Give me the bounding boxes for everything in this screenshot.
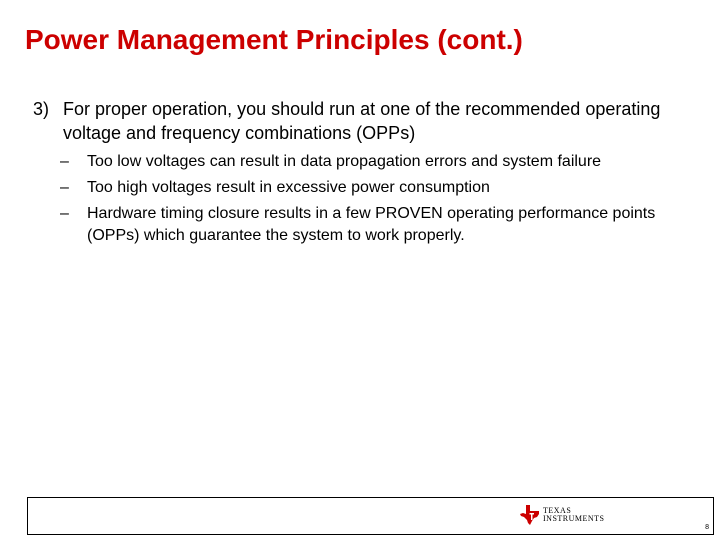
logo-wordmark	[543, 507, 605, 523]
logo-line-1: TEXAS	[543, 506, 572, 515]
slide-body	[33, 97, 693, 247]
sub-point-list	[33, 149, 693, 247]
page-number: 8	[705, 524, 709, 531]
sub-point	[60, 201, 693, 247]
main-point-text: For proper operation, you should run at one of the recommended operating voltage and frequency combinations (OPPs)	[63, 99, 661, 143]
texas-state-icon	[520, 505, 540, 525]
main-point-number: 3)	[33, 99, 50, 119]
dash-bullet: –	[60, 153, 69, 170]
dash-bullet: –	[60, 179, 69, 196]
sub-point	[60, 175, 693, 201]
logo-line-2: INSTRUMENTS	[543, 514, 605, 523]
texas-instruments-logo	[520, 505, 605, 525]
sub-point-text: Too low voltages can result in data propagation errors and system failure	[87, 153, 602, 170]
main-point	[33, 97, 693, 145]
sub-point-text: Too high voltages result in excessive power consumption	[87, 179, 490, 196]
sub-point	[60, 149, 693, 175]
footer-bar	[27, 497, 714, 535]
slide-title: Power Management Principles (cont.)	[25, 24, 523, 55]
dash-bullet: –	[60, 205, 69, 222]
sub-point-text: Hardware timing closure results in a few PROVEN operating performance points (OPPs) which guarantee the system to work properly.	[87, 205, 656, 244]
